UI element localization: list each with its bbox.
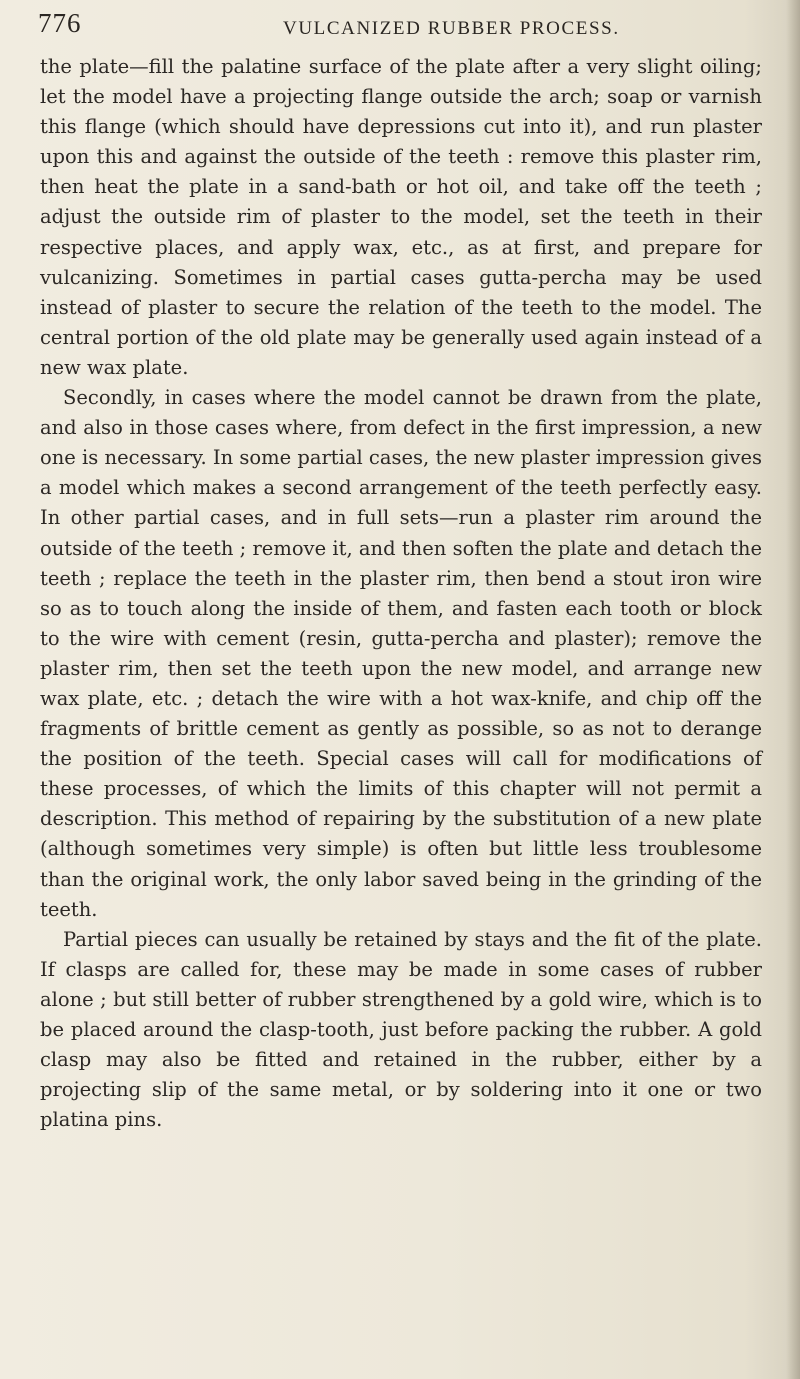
running-head: VULCANIZED RUBBER PROCESS. (283, 18, 620, 39)
paragraph-continuation: the plate—fill the palatine surface of the plate after a very slight oiling; let the model have a projecting flange outside the arch; soap or varnish this flange (which should have depressions cut into it), and run plaster upon this and against the outside of the teeth : remove this plaster rim, then heat the plate in a sand-bath or hot oil, and take off the teeth ; adjust the outside rim of plaster to the model, set the teeth in their respective places, and apply wax, etc., as at first, and prepare for vulcanizing. Sometimes in partial cases gutta-percha may be used instead of plaster to secure the relation of the teeth to the model. The central portion of the old plate may be generally used again instead of a new wax plate. (40, 55, 762, 379)
body-text (40, 52, 762, 1135)
page-header (38, 8, 758, 48)
page-number: 776 (38, 8, 82, 38)
paragraph-secondly: Secondly, in cases where the model cannot be drawn from the plate, and also in those cases where, from defect in the first impression, a new one is necessary. In some partial cases, the new plaster impression gives a model which makes a second arrangement of the teeth perfectly easy. In other partial cases, and in full sets—run a plaster rim around the outside of the teeth ; remove it, and then soften the plate and detach the teeth ; replace the teeth in the plaster rim, then bend a stout iron wire so as to touch along the inside of them, and fasten each tooth or block to the wire with cement (resin, gutta-percha and plaster); remove the plaster rim, then set the teeth upon the new model, and arrange new wax plate, etc. ; detach the wire with a hot wax-knife, and chip off the fragments of brittle cement as gently as possible, so as not to derange the position of the teeth. Special cases will call for modifications of these processes, of which the limits of this chapter will not permit a description. This method of repairing by the substitution of a new plate (although sometimes very simple) is often but little less troublesome than the original work, the only labor saved being in the grinding of the teeth. (40, 386, 762, 921)
page-edge-shadow (786, 0, 800, 1379)
paragraph-partial-pieces: Partial pieces can usually be retained by stays and the fit of the plate. If clasps are called for, these may be made in some cases of rubber alone ; but still better of rubber strengthened by a gold wire, which is to be placed around the clasp-tooth, just before packing the rubber. A gold clasp may also be fitted and retained in the rubber, either by a projecting slip of the same metal, or by soldering into it one or two platina pins. (40, 927, 762, 1132)
